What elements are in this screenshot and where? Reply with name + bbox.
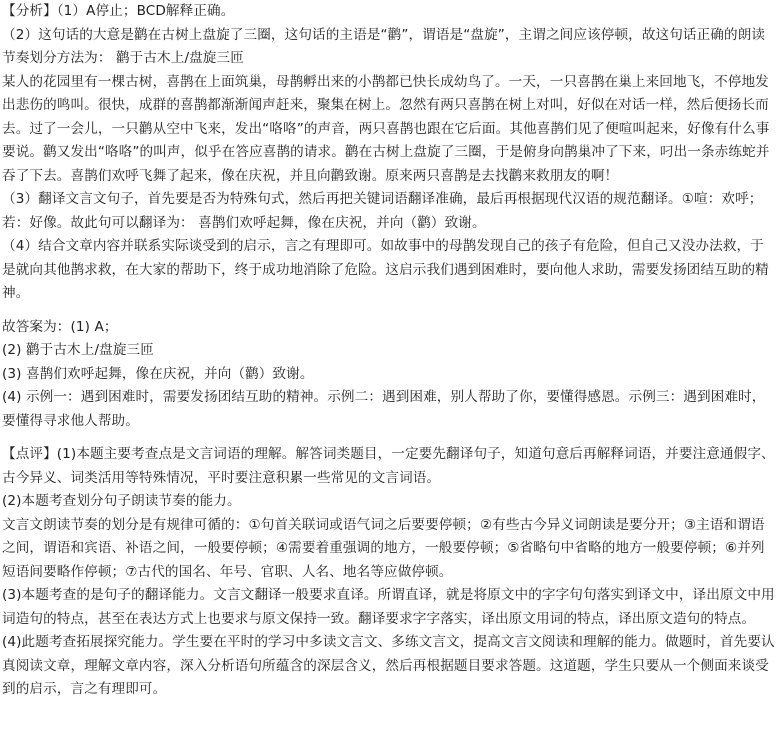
spacer xyxy=(2,306,776,316)
spacer xyxy=(2,433,776,443)
analysis-heading-line: 【分析】（1）A停止；BCD解释正确。 xyxy=(2,3,235,19)
comment-part-1: 【点评】(1)本题主要考查点是文言词语的理解。解答词类题目，一定要先翻译句子，知道句意后再解释词语，并要注意通假字、古今异义、词类活用等特殊情况，平时要注意积累一些常见的文言词语。 xyxy=(2,446,775,486)
comment-part-4: (4)此题考查拓展探究能力。学生要在平时的学习中多读文言文、多练文言文，提高文言文阅读和理解的能力。做题时，首先要认真阅读文章，理解文章内容，深入分析语句所蕴含的深层含义，然后再根据题目要求答题。这道题，学生只要从一个侧面来谈受到的启示，言之有理即可。 xyxy=(2,634,775,697)
comment-part-3: (3)本题考查的是句子的翻译能力。文言文翻译一般要求直译。所谓直译，就是将原文中的字字句句落实到译文中，译出原文中用词造句的特点，甚至在表达方式上也要求与原文保持一致。翻译要求字字落实，译出原文用词的特点，译出原文造句的特点。 xyxy=(2,587,775,627)
comment-part-2: (2)本题考查划分句子朗读节奏的能力。 xyxy=(2,493,241,509)
translation-paragraph: 某人的花园里有一棵古树，喜鹊在上面筑巢，母鹊孵出来的小鹊都已快长成幼鸟了。一天，一只喜鹊在巢上来回地飞，不停地发出悲伤的鸣叫。很快，成群的喜鹊都渐渐闻声赶来，聚集在树上。忽然有两只喜鹊在树上对叫，好似在对话一样，然后便扬长而去。过了一会儿，一只鹳从空中飞来，发出“咯咯”的声音，两只喜鹊也跟在它后面。其他喜鹊们见了便喧叫起来，好像有什么事要说。鹳又发出“咯咯”的叫声，似乎在答应喜鹊的请求。鹳在古树上盘旋了三圈，于是俯身向鹊巢冲了下来，叼出一条赤练蛇并吞了下去。喜鹊们欢呼飞舞了起来，像在庆祝，并且向鹳致谢。原来两只喜鹊是去找鹳来救朋友的啊！ xyxy=(2,73,770,184)
analysis-part-2: （2）这句话的大意是鹳在古树上盘旋了三圈，这句话的主语是“鹳”，谓语是“盘旋”，主谓之间应该停顿，故这句话正确的朗读节奏划分方法为： 鹳于古木上/盘旋三匝 xyxy=(2,26,766,66)
comment-rules: 文言文朗读节奏的划分是有规律可循的：①句首关联词或语气词之后要要停顿；②有些古今异义词朗读是要分开；③主语和谓语之间，谓语和宾语、补语之间，一般要停顿；④需要着重强调的地方，一般要停顿；⑤省略句中省略的地方一般要停顿；⑥并列短语间要略作停顿；⑦古代的国名、年号、官职、人名、地名等应做停顿。 xyxy=(2,516,765,580)
analysis-part-3: （3）翻译文言文句子，首先要是否为特殊句式，然后再把关键词语翻译准确，最后再根据现代汉语的规范翻译。①喧：欢呼；若：好像。故此句可以翻译为： 喜鹊们欢呼起舞，像在庆祝，并向（鹳）致谢。 xyxy=(2,191,763,231)
answer-line-4: (4) 示例一：遇到困难时，需要发扬团结互助的精神。示例二：遇到困难，别人帮助了你，要懂得感恩。示例三：遇到困难时，要懂得寻求他人帮助。 xyxy=(2,389,766,429)
answer-line-2: (2) 鹳于古木上/盘旋三匝 xyxy=(2,342,154,358)
answer-line-3: (3) 喜鹊们欢呼起舞，像在庆祝，并向（鹳）致谢。 xyxy=(2,365,314,382)
analysis-part-4: （4）结合文章内容并联系实际谈受到的启示，言之有理即可。如故事中的母鹊发现自己的孩子有危险，但自己又没办法救，于是就向其他鹊求救，在大家的帮助下，终于成功地消除了危险。这启示我们遇到困难时，要向他人求助，需要发扬团结互助的精神。 xyxy=(2,238,769,301)
answer-section xyxy=(2,316,776,434)
analysis-section xyxy=(2,0,776,306)
comment-section xyxy=(2,443,776,702)
answer-line-1: 故答案为：(1) A； xyxy=(2,318,118,335)
